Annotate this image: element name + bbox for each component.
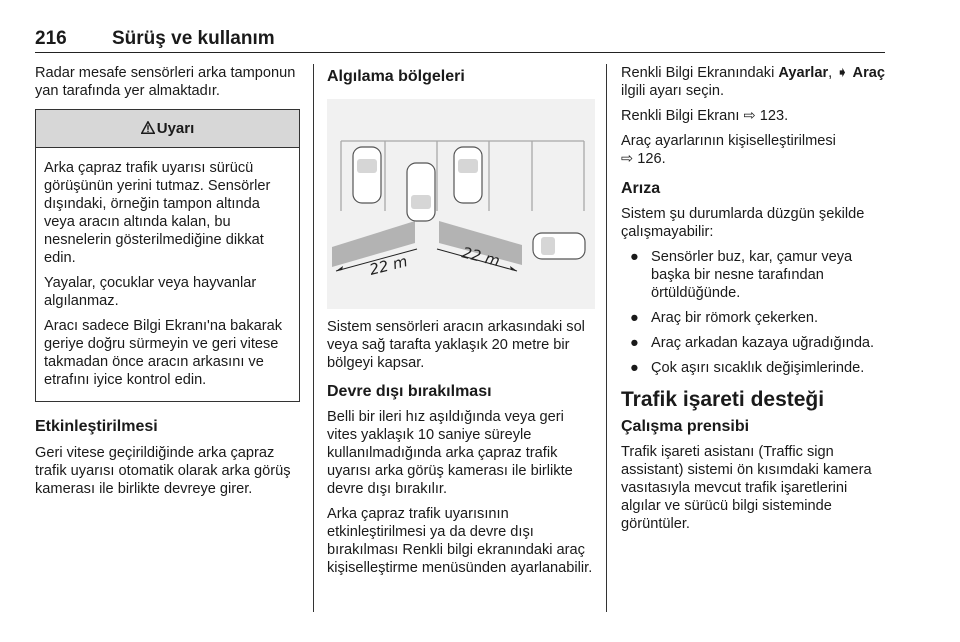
settings-text-end: ilgili ayarı seçin. bbox=[621, 83, 725, 99]
list-item: ● Sensörler buz, kar, çamur veya başka bir nesne tarafından örtüldüğünde. bbox=[630, 249, 853, 301]
intro-paragraph: Radar mesafe sensörleri arka tamponun yan tarafında yer almaktadır. bbox=[35, 65, 296, 99]
menu-vehicle: Araç bbox=[852, 65, 885, 81]
reference-text: Renkli Bilgi Ekranı bbox=[621, 108, 744, 124]
warning-body bbox=[36, 148, 299, 401]
column-right bbox=[621, 64, 889, 540]
section-title-detection-zones: Algılama bölgeleri bbox=[327, 68, 465, 85]
column-left bbox=[35, 64, 300, 505]
settings-paragraph: Arka çapraz trafik uyarısının etkinleştirilmesi ya da devre dışı bırakılması Renkli bilgi ekranındaki araç kişiselleştirme menüsünden ayarlanabilir. bbox=[327, 506, 593, 576]
reversing-car bbox=[407, 163, 435, 221]
list-item: ● Çok aşırı sıcaklık değişimlerinde. bbox=[630, 360, 865, 376]
warning-paragraph: Aracı sadece Bilgi Ekranı'na bakarak geriye doğru sürmeyin ve geri vitese takmadan önce aracın arkasını ve etrafını iyice kontrol edin. bbox=[44, 318, 283, 388]
reference-page: 123. bbox=[759, 108, 789, 124]
reference-page: 126. bbox=[637, 151, 666, 167]
settings-separator: , bbox=[828, 65, 837, 81]
reference-text: Araç ayarlarının kişiselleştirilmesi bbox=[621, 133, 836, 149]
list-item-text: Araç bir römork çekerken. bbox=[651, 310, 819, 326]
cross-reference bbox=[621, 132, 889, 168]
page-title: Sürüş ve kullanım bbox=[112, 28, 275, 49]
distance-label-left: 22 m bbox=[367, 252, 410, 279]
warning-box bbox=[35, 109, 300, 402]
column-divider bbox=[313, 64, 314, 612]
fault-intro: Sistem şu durumlarda düzgün şekilde çalışmayabilir: bbox=[621, 206, 865, 240]
menu-arrow-icon: ➧ bbox=[836, 65, 849, 81]
settings-text: Renkli Bilgi Ekranındaki bbox=[621, 65, 779, 81]
figure-caption: Sistem sensörleri aracın arkasındaki sol veya sağ tarafta yaklaşık 20 metre bir bölgeyi kapsar. bbox=[327, 319, 585, 371]
menu-settings: Ayarlar bbox=[778, 65, 829, 81]
parked-car bbox=[454, 147, 482, 203]
warning-paragraph: Arka çapraz trafik uyarısı sürücü görüşünün yerini tutmaz. Sensörler dışındaki, örneğin tampon altında veya aracın altında kalan, bu nesnelerin gösterilmediğine dikkat edin. bbox=[44, 160, 271, 266]
column-divider bbox=[606, 64, 607, 612]
warning-paragraph: Yayalar, çocuklar veya hayvanlar algılanmaz. bbox=[44, 275, 257, 309]
page-header bbox=[35, 28, 885, 53]
list-item-text: Sensörler buz, kar, çamur veya başka bir nesne tarafından örtüldüğünde. bbox=[651, 249, 853, 301]
section-title-deactivation: Devre dışı bırakılması bbox=[327, 383, 492, 400]
detection-zone-illustration bbox=[327, 99, 595, 309]
warning-header bbox=[36, 110, 299, 148]
section-title-principle: Çalışma prensibi bbox=[621, 418, 750, 435]
settings-instruction bbox=[621, 64, 889, 100]
warning-title: Uyarı bbox=[156, 120, 195, 137]
approaching-car bbox=[533, 233, 585, 259]
parked-car bbox=[353, 147, 381, 203]
cross-reference bbox=[621, 107, 889, 125]
deactivation-paragraph: Belli bir ileri hız aşıldığında veya geri vites yaklaşık 10 saniye süreyle kullanılmadığında arka çapraz trafik uyarısı arka görüş kamerası ile birlikte devre dışı bırakılır. bbox=[327, 409, 573, 497]
principle-paragraph: Trafik işareti asistanı (Traffic sign assistant) sistemi ön kısımdaki kamera vasıtasıyla mevcut trafik işaretlerini algılar ve sürücü bilgi sisteminde görüntüler. bbox=[621, 444, 872, 532]
page-number: 216 bbox=[35, 28, 67, 49]
distance-label-right: 22 m bbox=[460, 243, 502, 271]
reference-arrow-icon: ⇨ bbox=[621, 151, 634, 167]
list-item-text: Araç arkadan kazaya uğradığında. bbox=[651, 335, 875, 351]
list-item: ● Araç bir römork çekerken. bbox=[630, 310, 819, 326]
chapter-title: Trafik işareti desteği bbox=[621, 388, 825, 411]
warning-icon bbox=[141, 121, 155, 134]
column-middle bbox=[327, 64, 595, 584]
list-item: ● Araç arkadan kazaya uğradığında. bbox=[630, 335, 875, 351]
activation-paragraph: Geri vitese geçirildiğinde arka çapraz trafik uyarısı otomatik olarak arka görüş kamerası ile birlikte devreye girer. bbox=[35, 445, 291, 497]
section-title-fault: Arıza bbox=[621, 180, 661, 197]
section-title-activation: Etkinleştirilmesi bbox=[35, 418, 158, 435]
list-item-text: Çok aşırı sıcaklık değişimlerinde. bbox=[651, 360, 865, 376]
reference-arrow-icon: ⇨ bbox=[743, 108, 756, 124]
